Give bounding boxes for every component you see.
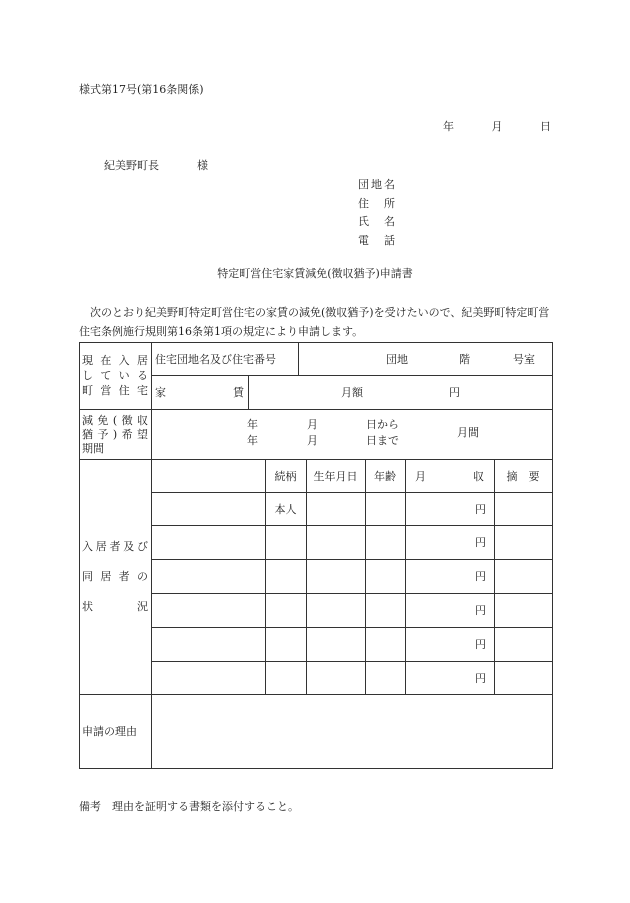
- housing-floor-unit: 階: [459, 352, 470, 366]
- intro-paragraph: [79, 303, 554, 341]
- applicant-fields: [358, 176, 397, 250]
- rent-yen-unit: 円: [449, 386, 460, 399]
- self-relation: 本人: [274, 502, 297, 516]
- col-monthly-income: 月 収: [415, 469, 484, 483]
- applicant-name-field: 氏 名: [358, 215, 397, 228]
- reason-field[interactable]: [151, 694, 552, 768]
- honorific: 様: [197, 159, 208, 172]
- income-yen-4: 円: [475, 604, 486, 617]
- period-to-year: 年: [247, 434, 258, 447]
- col-relation: 続柄: [274, 469, 297, 483]
- date-day-label: 日: [540, 120, 551, 133]
- income-yen-6: 円: [475, 671, 486, 685]
- addressee: 紀美野町長: [104, 159, 159, 172]
- period-to-day: 日まで: [366, 434, 399, 447]
- intro-text: 次のとおり紀美野町特定町営住宅の家賃の減免(徴収猶予)を受けたいので、紀美野町特定町営住宅条例施行規則第16条第1項の規定により申請します。: [79, 306, 550, 338]
- applicant-complex-field: 団地名: [358, 178, 397, 191]
- period-to-month: 月: [307, 434, 318, 447]
- form-number: 様式第17号(第16条関係): [79, 83, 204, 96]
- income-yen-5: 円: [475, 638, 486, 651]
- application-table: [79, 342, 552, 768]
- date-line: [443, 118, 567, 134]
- applicant-address-field: 住 所: [358, 196, 397, 210]
- col-age: 年齢: [374, 469, 396, 483]
- income-yen-2: 円: [475, 536, 486, 549]
- period-months: 月間: [457, 426, 479, 439]
- date-year-label: 年: [443, 120, 454, 133]
- income-yen-3: 円: [475, 570, 486, 583]
- period-from-year: 年: [247, 418, 258, 431]
- addressee-line: [104, 157, 208, 173]
- col-remarks: 摘 要: [506, 469, 540, 483]
- document-title: 特定町営住宅家賃減免(徴収猶予)申請書: [217, 267, 413, 280]
- rent-monthly-label: 月額: [341, 386, 363, 399]
- remarks: 備考 理由を証明する書類を添付すること。: [79, 800, 299, 813]
- period-from-day: 日から: [366, 418, 399, 431]
- residence-label: 現在入居 している 町営住宅: [82, 354, 148, 397]
- housing-number-label: 住宅団地名及び住宅番号: [155, 352, 276, 366]
- date-month-label: 月: [491, 120, 503, 133]
- reason-label: 申請の理由: [82, 725, 137, 738]
- rent-label: 家 賃: [155, 386, 244, 399]
- occupants-label: 入居者及び 同居者の 状 況: [82, 540, 148, 613]
- housing-complex-unit: 団地: [386, 352, 408, 366]
- housing-room-unit: 号室: [513, 352, 535, 366]
- col-birthdate: 生年月日: [313, 469, 358, 483]
- income-yen-1: 円: [475, 502, 486, 516]
- period-label: 減免(徴収 猶予)希望 期間: [82, 414, 148, 455]
- period-from-month: 月: [307, 418, 318, 431]
- applicant-phone-field: 電 話: [358, 233, 397, 247]
